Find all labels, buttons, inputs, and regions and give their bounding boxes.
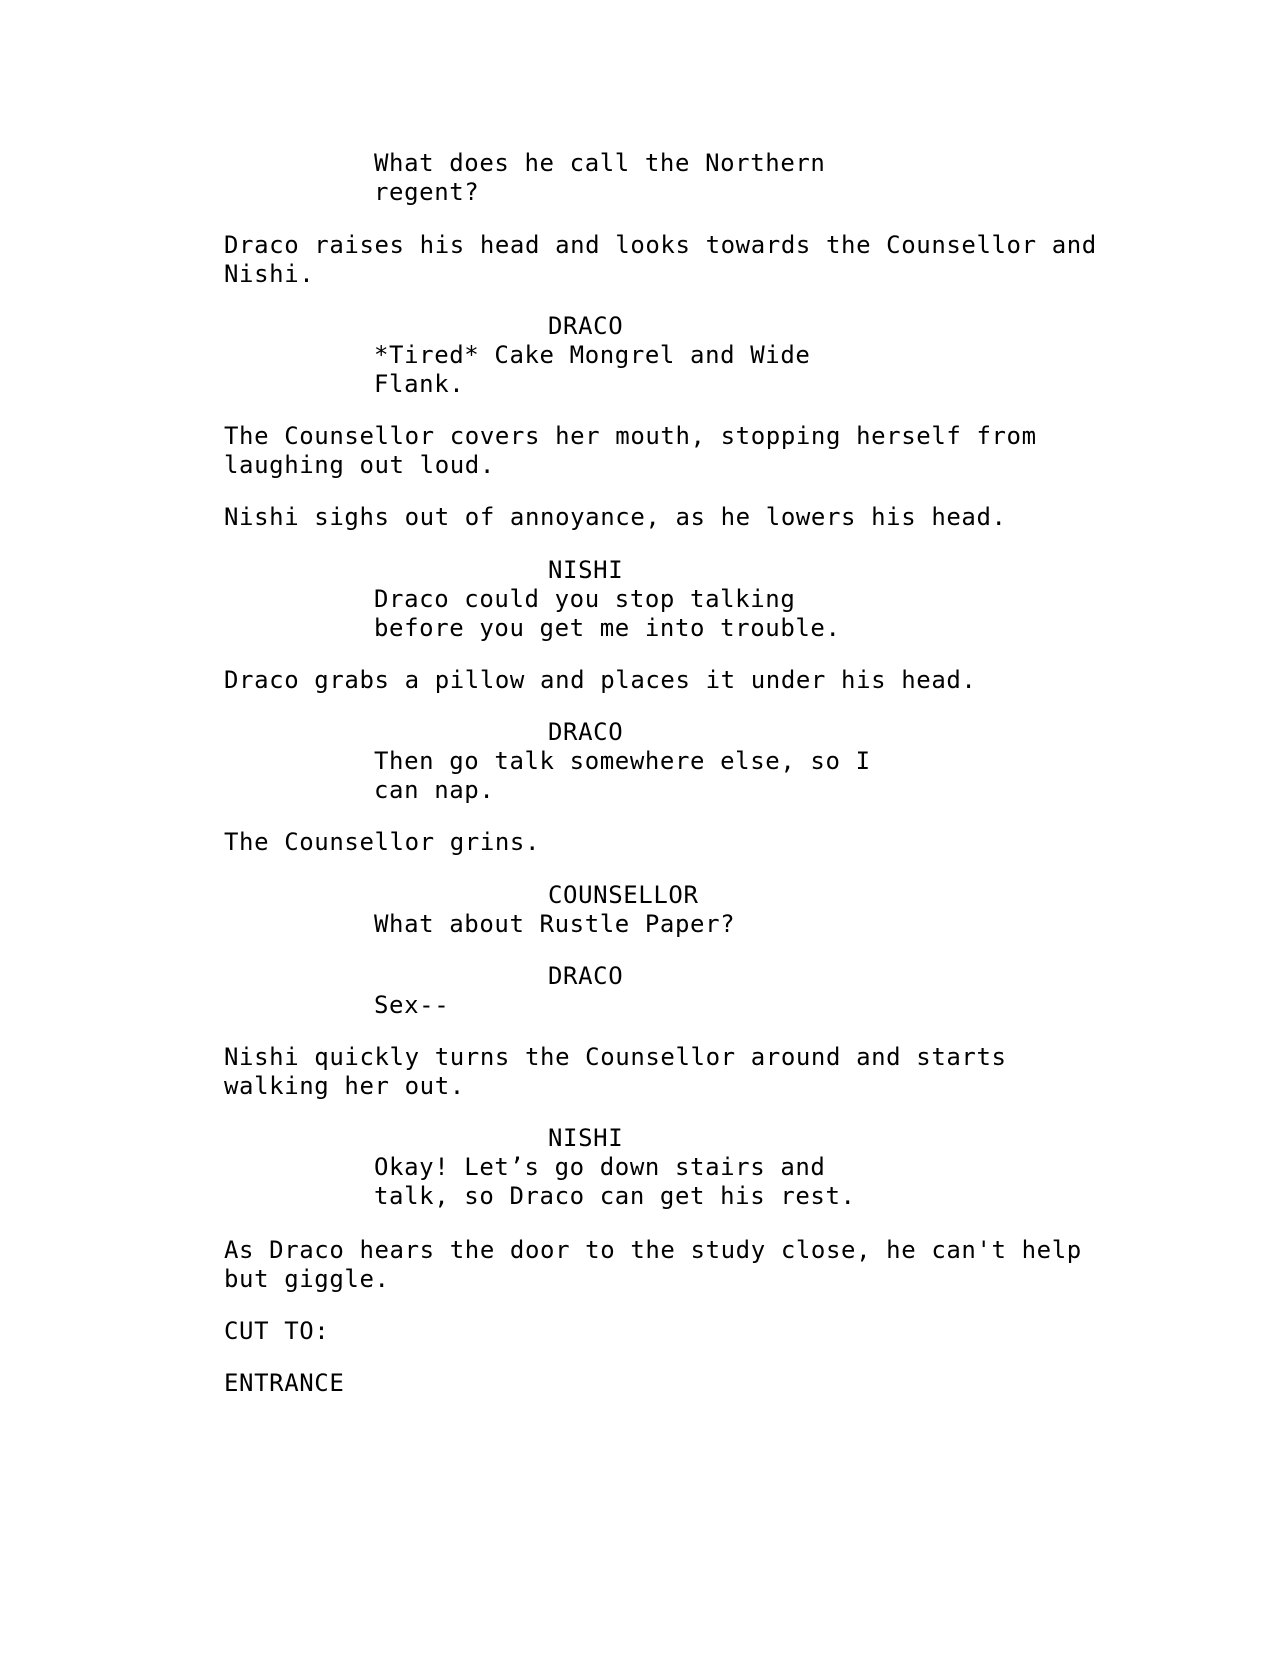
- dialogue-line: before you get me into trouble.: [374, 614, 841, 642]
- dialogue-line: talk, so Draco can get his rest.: [374, 1182, 856, 1210]
- character-cue: NISHI: [548, 556, 624, 584]
- action-line: The Counsellor covers her mouth, stopping herself from: [224, 422, 1037, 450]
- action-line: As Draco hears the door to the study close, he can't help: [224, 1236, 1082, 1264]
- action-line: Nishi sighs out of annoyance, as he lowers his head.: [224, 503, 1007, 531]
- dialogue-line: Draco could you stop talking: [374, 585, 796, 613]
- dialogue-line: can nap.: [374, 776, 495, 804]
- character-cue: COUNSELLOR: [548, 881, 699, 909]
- action-line: Nishi quickly turns the Counsellor around and starts: [224, 1043, 1007, 1071]
- action-line: Draco grabs a pillow and places it under his head.: [224, 666, 977, 694]
- dialogue-line: *Tired* Cake Mongrel and Wide: [374, 341, 811, 369]
- action-line: but giggle.: [224, 1265, 390, 1293]
- character-cue: NISHI: [548, 1124, 624, 1152]
- character-cue: DRACO: [548, 718, 624, 746]
- dialogue-line: Sex--: [374, 991, 450, 1019]
- action-line: Nishi.: [224, 260, 315, 288]
- action-line: walking her out.: [224, 1072, 465, 1100]
- transition: CUT TO:: [224, 1317, 330, 1345]
- action-line: Draco raises his head and looks towards the Counsellor and: [224, 231, 1097, 259]
- action-line: The Counsellor grins.: [224, 828, 541, 856]
- dialogue-line: What about Rustle Paper?: [374, 910, 736, 938]
- character-cue: DRACO: [548, 312, 624, 340]
- dialogue-line: What does he call the Northern: [374, 149, 826, 177]
- character-cue: DRACO: [548, 962, 624, 990]
- dialogue-line: Okay! Let’s go down stairs and: [374, 1153, 826, 1181]
- action-line: laughing out loud.: [224, 451, 495, 479]
- dialogue-line: Then go talk somewhere else, so I: [374, 747, 871, 775]
- dialogue-line: regent?: [374, 178, 480, 206]
- dialogue-line: Flank.: [374, 370, 465, 398]
- scene-heading: ENTRANCE: [224, 1369, 345, 1397]
